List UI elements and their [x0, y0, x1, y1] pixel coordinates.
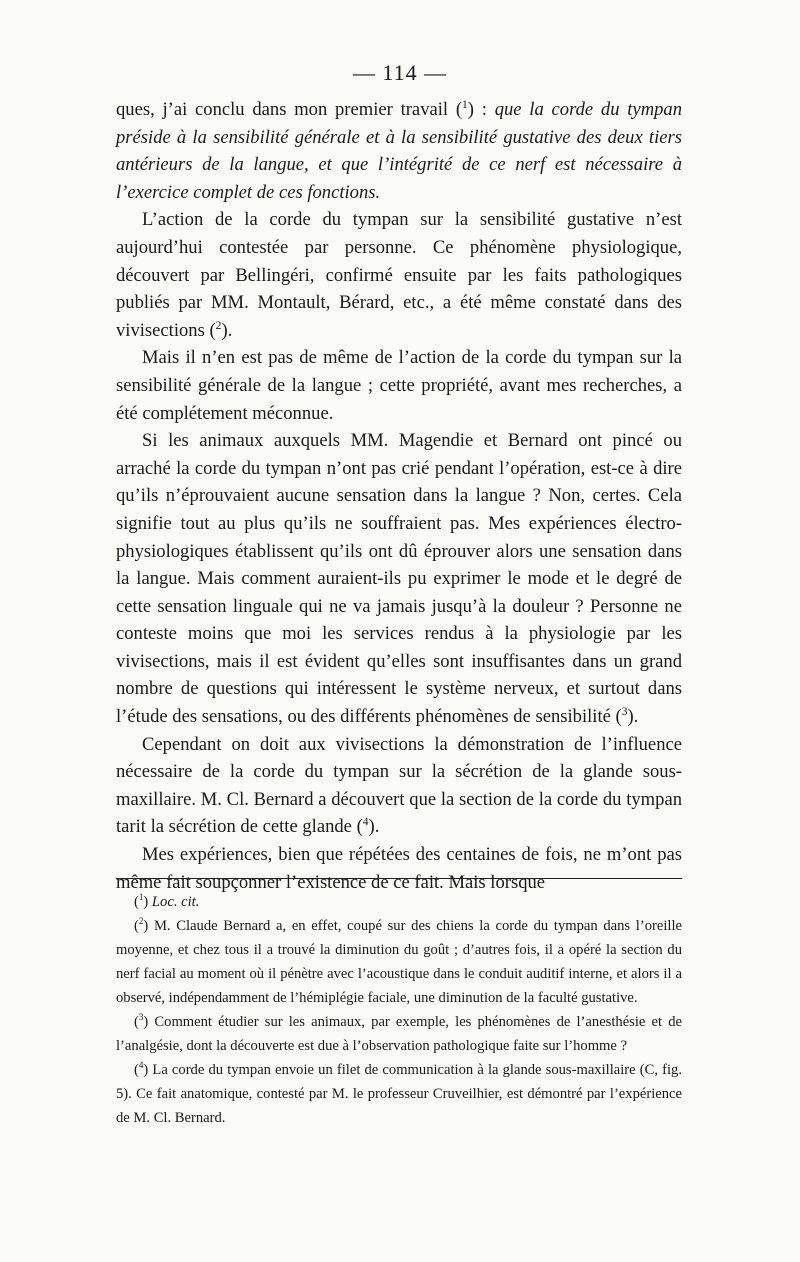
- paragraph: [116, 841, 682, 896]
- text-run: ).: [627, 706, 639, 728]
- text-run: Mais il n’en est pas de même de l’action de la corde du tympan sur la sensibilité générale de la langue ; cette propriété, avant mes recherches, a été complétement méconnue.: [116, 347, 682, 424]
- text-run: ).: [221, 319, 233, 341]
- note-ref: 1: [138, 892, 144, 903]
- text-run: ) M. Claude Bernard a, en effet, coupé sur des chiens la corde du tympan dans l’oreille moyenne, et chez tous il a trouvé la diminution du goût ; d’autres fois, il a opéré la section du nerf facial au moment où il pénètre avec l’acoustique dans le conduit auditif interne, et alors il a observé, indépendamment de l’hémiplégie faciale, une diminution de la faculté gustative.: [116, 918, 682, 1006]
- note-ref: 4: [362, 816, 369, 829]
- footnote: [116, 1010, 682, 1058]
- text-run: Cependant on doit aux vivisections la démonstration de l’influence nécessaire de la corde du tympan sur la sécrétion de la glande sous-maxillaire. M. Cl. Bernard a découvert que la section de la corde du tympan tarit la sécrétion de cette glande (: [116, 733, 682, 838]
- footnote-separator: [116, 878, 682, 879]
- footnote: [116, 1058, 682, 1130]
- note-ref: 4: [138, 1060, 144, 1071]
- footnotes: [116, 890, 682, 1130]
- paragraph: [116, 427, 682, 731]
- page-number: — 114 —: [352, 60, 448, 85]
- footnote: [116, 914, 682, 1010]
- text-run: Si les animaux auxquels MM. Magendie et Bernard ont pincé ou arraché la corde du tympan n’ont pas crié pendant l’opération, est-ce à dire qu’ils n’éprouvaient aucune sensation dans la langue ? Non, certes. Cela signifie tout au plus qu’ils ne souffraient pas. Mes expériences électro-physiologiques établissent qu’ils ont dû éprouver alors une sensation dans la langue. Mais comment auraient-ils pu exprimer le mode et le degré de cette sensation linguale qui ne va jamais jusqu’à la douleur ? Personne ne conteste moins que moi les services rendus à la physiologie par les vivisections, mais il est évident qu’elles sont insuffisantes dans un grand nombre de questions qui intéressent le système nerveux, et surtout dans l’étude des sensations, ou des différents phénomènes de sensibilité (: [116, 430, 682, 728]
- text-run: (: [134, 918, 139, 934]
- text-run: (: [134, 894, 139, 910]
- paragraph: [116, 731, 682, 841]
- italic-text: que la corde du tympan préside à la sensibilité générale et à la sensibilité gustative des deux tiers antérieurs de la langue, et que l’intégrité de ce nerf est nécessaire à l’exercice complet de ces fonctions.: [116, 99, 683, 203]
- paragraph: [116, 206, 682, 344]
- note-ref: 2: [215, 319, 222, 332]
- text-run: (: [134, 1062, 139, 1078]
- italic-text: Loc. cit.: [151, 894, 200, 910]
- main-text: [116, 96, 682, 896]
- text-run: ).: [368, 816, 380, 838]
- text-run: ) Comment étudier sur les animaux, par exemple, les phénomènes de l’anesthésie et de l’analgésie, dont la découverte est due à l’observation pathologique faite sur l’homme ?: [116, 1014, 682, 1054]
- paragraph: [116, 96, 682, 206]
- note-ref: 1: [462, 98, 468, 111]
- footnote: [116, 890, 682, 914]
- paragraph: [116, 344, 682, 427]
- text-run: ) :: [467, 99, 495, 120]
- text-run: L’action de la corde du tympan sur la sensibilité gustative n’est aujourd’hui contestée par personne. Ce phénomène physiologique, découvert par Bellingéri, confirmé ensuite par les faits pathologiques publiés par MM. Montault, Bérard, etc., a été même constaté dans des vivisections (: [116, 209, 682, 341]
- note-ref: 3: [138, 1012, 144, 1023]
- text-run: ques, j’ai conclu dans mon premier travail (: [116, 99, 463, 120]
- note-ref: 2: [138, 916, 144, 927]
- text-run: Mes expériences, bien que répétées des centaines de fois, ne m’ont pas même fait soupçonner l’existence de ce fait. Mais lorsque: [116, 844, 682, 893]
- text-run: ): [143, 894, 152, 910]
- text-run: (: [134, 1014, 139, 1030]
- text-run: ) La corde du tympan envoie un filet de communication à la glande sous-maxillaire (C, fig. 5). Ce fait anatomique, contesté par M. le professeur Cruveilhier, est démontré par l’expérience de M. Cl. Bernard.: [116, 1062, 682, 1126]
- note-ref: 3: [621, 705, 628, 718]
